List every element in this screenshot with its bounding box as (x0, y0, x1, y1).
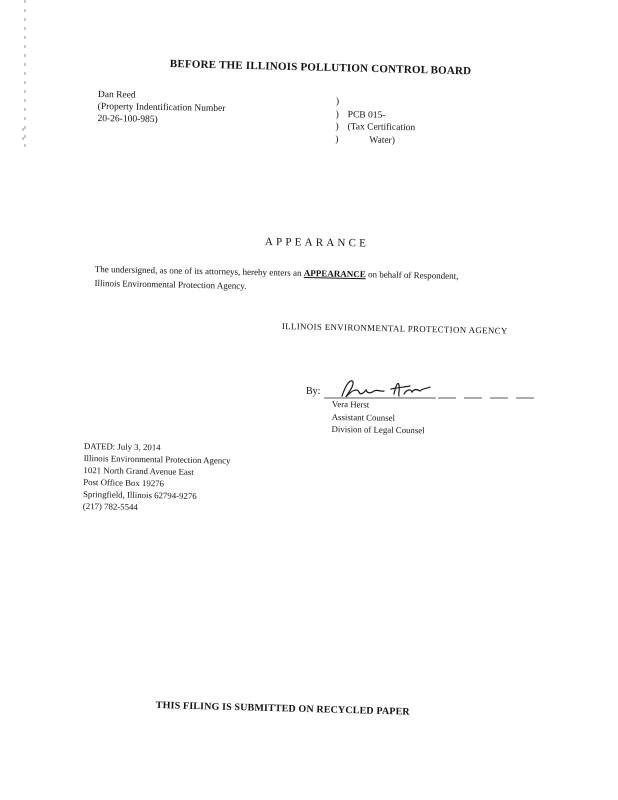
dated-address-block (83, 440, 231, 515)
caption-party-line: (Property Indentification Number (97, 101, 226, 115)
body-text-before: The undersigned, as one of its attorneys, hereby enters an (94, 263, 302, 278)
document-heading: BEFORE THE ILLINOIS POLLUTION CONTROL BOARD (169, 58, 472, 78)
body-line-2: Illinois Environmental Protection Agency. (94, 277, 247, 291)
agency-name: ILLINOIS ENVIRONMENTAL PROTECTION AGENCY (281, 321, 508, 336)
case-line: (Tax Certification (347, 122, 416, 134)
caption-party-block (97, 89, 225, 127)
caption-party-line: Dan Reed (97, 89, 136, 101)
appearance-emphasis: APPEARANCE (303, 268, 366, 280)
case-line: Water) (369, 135, 395, 146)
dated-line: DATED: July 3, 2014 (83, 440, 161, 453)
caption-row (335, 133, 415, 147)
appearance-body (94, 262, 458, 297)
signatory-division: Division of Legal Counsel (331, 423, 425, 436)
address-line: Post Office Box 19276 (83, 476, 165, 489)
scan-edge-artifact (24, 0, 26, 150)
by-label: By: (306, 386, 321, 397)
caption-paren: ) (335, 96, 340, 108)
caption-paren: ) (335, 121, 339, 133)
phone-line: (217) 782-5544 (82, 500, 138, 512)
caption-case-block (335, 96, 415, 147)
scan-edge-artifact-lower (22, 128, 24, 142)
caption-paren: ) (335, 109, 339, 120)
document-title: APPEARANCE (264, 236, 370, 250)
address-line: Springfield, Illinois 62794-9276 (82, 488, 197, 501)
caption-party-line: 20-26-100-985) (97, 113, 158, 125)
recycled-paper-footer: THIS FILING IS SUBMITTED ON RECYCLED PAPER (155, 700, 410, 718)
signatory-title: Assistant Counsel (331, 411, 396, 423)
address-line: Illinois Environmental Protection Agency (83, 452, 231, 466)
caption-row (335, 121, 415, 135)
caption-row (336, 96, 416, 110)
signatory-name: Vera Herst (331, 398, 370, 410)
caption-paren: ) (335, 134, 339, 145)
signature-ink (342, 381, 430, 397)
case-line: PCB 015- (347, 109, 386, 121)
caption-row (336, 108, 416, 122)
signatory-block (331, 398, 425, 437)
address-line: 1021 North Grand Avenue East (83, 464, 194, 477)
body-text-after: on behalf of Respondent, (367, 269, 459, 281)
